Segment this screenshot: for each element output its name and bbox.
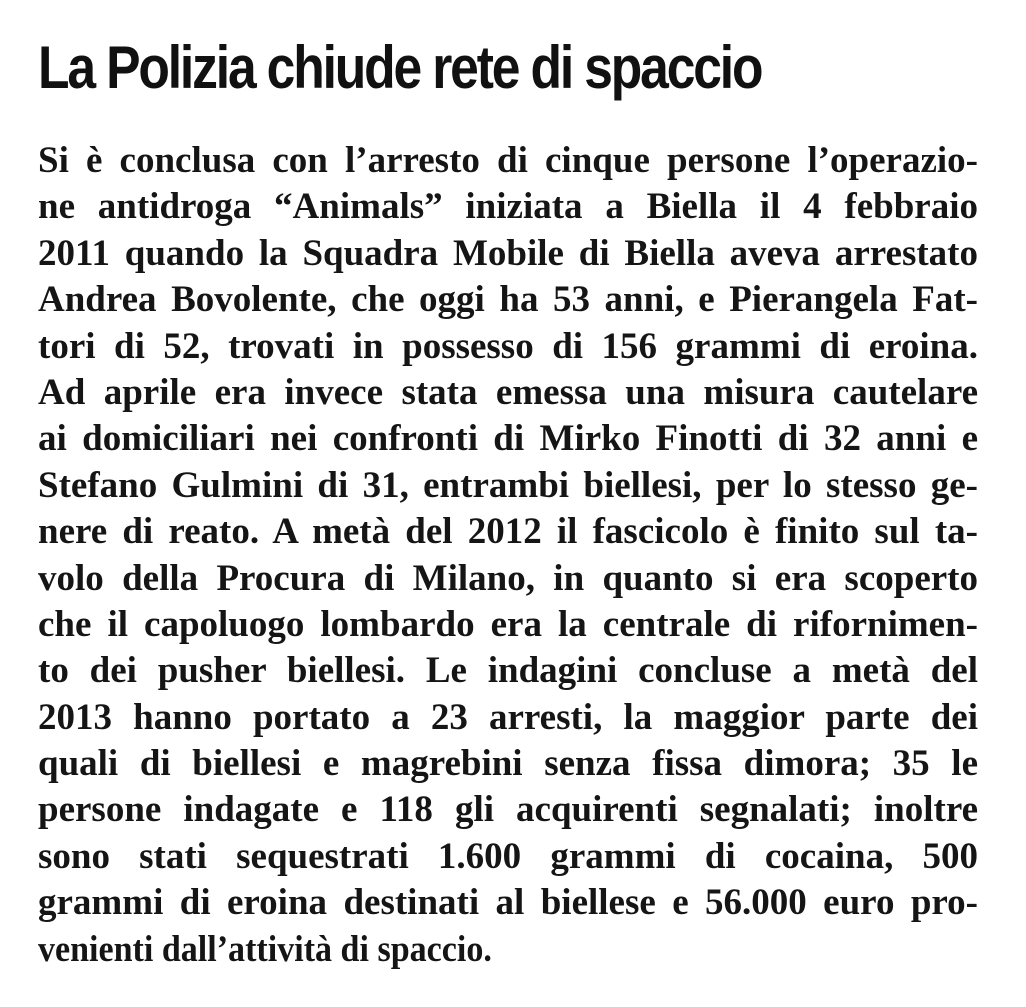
body-line: grammi di eroina destinati al biellese e 56.000 euro pro- bbox=[38, 882, 978, 924]
body-line: ai domiciliari nei confronti di Mirko Finotti di 32 anni e bbox=[38, 418, 978, 460]
body-line: quali di biellesi e magrebini senza fissa dimora; 35 le bbox=[38, 743, 978, 785]
body-line: ne antidroga “Animals” iniziata a Biella il 4 febbraio bbox=[38, 186, 978, 228]
body-line: Ad aprile era invece stata emessa una misura cautelare bbox=[38, 371, 978, 413]
article-headline: La Polizia chiude rete di spaccio bbox=[38, 34, 762, 101]
body-line: 2011 quando la Squadra Mobile di Biella aveva arrestato bbox=[38, 232, 978, 274]
body-line: tori di 52, trovati in possesso di 156 grammi di eroina. bbox=[38, 325, 978, 367]
article-body bbox=[38, 138, 978, 973]
body-line: to dei pusher biellesi. Le indagini concluse a metà del bbox=[38, 650, 978, 692]
body-line: che il capoluogo lombardo era la centrale di rifornimen- bbox=[38, 603, 978, 645]
body-line: Si è conclusa con l’arresto di cinque persone l’operazio- bbox=[38, 140, 978, 181]
body-line: persone indagate e 118 gli acquirenti segnalati; inoltre bbox=[38, 789, 978, 831]
body-line-last: venienti dall’attività di spaccio. bbox=[38, 928, 492, 970]
body-line: nere di reato. A metà del 2012 il fascicolo è finito sul ta- bbox=[38, 511, 978, 553]
body-line: Stefano Gulmini di 31, entrambi biellesi, per lo stesso ge- bbox=[38, 464, 978, 506]
body-line: sono stati sequestrati 1.600 grammi di cocaina, 500 bbox=[38, 835, 978, 877]
body-line: 2013 hanno portato a 23 arresti, la maggior parte dei bbox=[38, 696, 978, 738]
body-line: volo della Procura di Milano, in quanto si era scoperto bbox=[38, 557, 978, 599]
body-line: Andrea Bovolente, che oggi ha 53 anni, e Pierangela Fat- bbox=[38, 279, 978, 321]
